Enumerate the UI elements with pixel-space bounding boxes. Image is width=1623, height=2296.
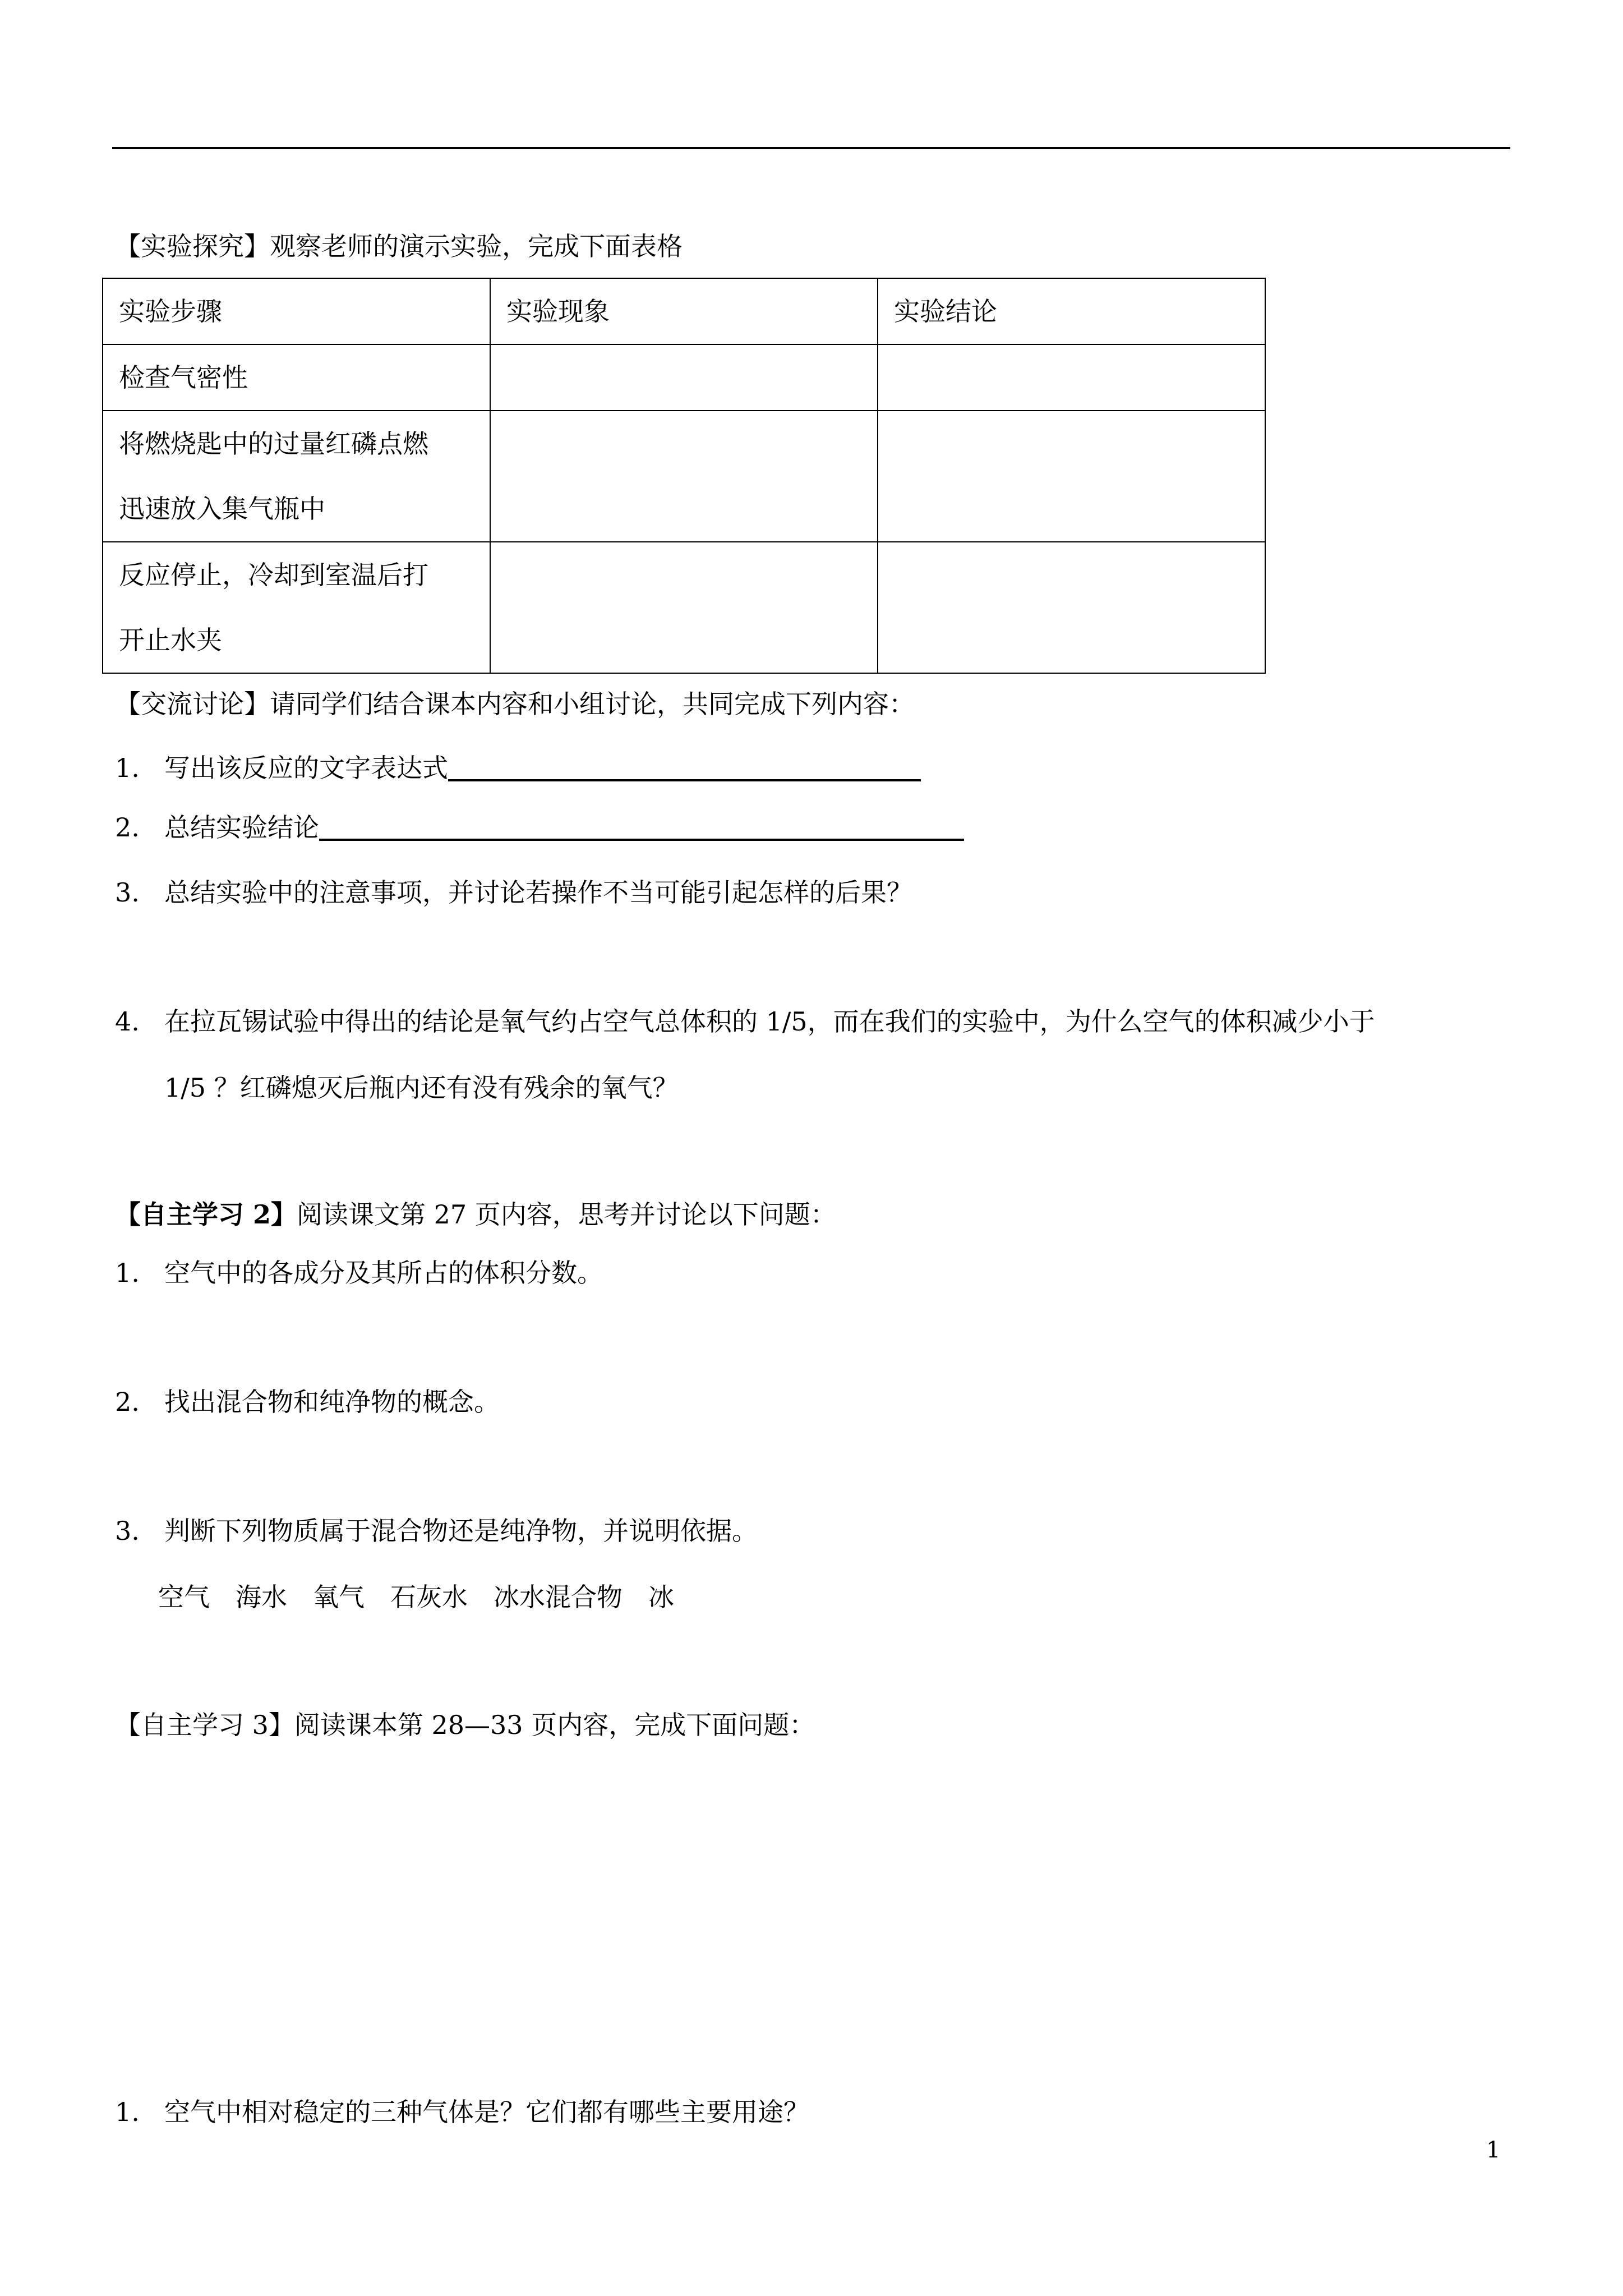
item-number: 3. — [115, 1516, 140, 1546]
table-cell-step — [103, 542, 490, 673]
item-text: 空气中相对稳定的三种气体是？它们都有哪些主要用途？ — [164, 2097, 809, 2127]
self-study-2-instruction: 阅读课文第 27 页内容，思考并讨论以下问题： — [297, 1199, 836, 1230]
table-cell-step: 检查气密性 — [103, 344, 490, 411]
item-number: 3. — [115, 877, 140, 908]
table-cell-phenomenon — [490, 542, 878, 673]
table-cell-step-line: 开止水夹 — [119, 625, 222, 655]
table-cell-step-line: 反应停止，冷却到室温后打 — [119, 560, 428, 590]
table-row — [103, 542, 1265, 673]
table-cell-step-line: 迅速放入集气瓶中 — [119, 494, 325, 524]
experiment-section-title: 【实验探究】观察老师的演示实验，完成下面表格 — [115, 231, 683, 261]
answer-blank-line — [448, 779, 921, 781]
table-row — [103, 344, 1265, 411]
table-cell-step-line: 将燃烧匙中的过量红磷点燃 — [119, 429, 428, 459]
self-study-3-title: 【自主学习 3】阅读课本第 28—33 页内容，完成下面问题： — [115, 1710, 815, 1740]
item-number: 2. — [115, 812, 140, 843]
table-cell-step — [103, 411, 490, 542]
item-text: 写出该反应的文字表达式 — [164, 753, 448, 783]
item-number: 2. — [115, 1387, 140, 1417]
item-number: 1. — [115, 2097, 140, 2127]
table-cell-phenomenon — [490, 411, 878, 542]
discussion-item-4-continued: 1/5 ？红磷熄灭后瓶内还有没有残余的氧气？ — [164, 1073, 679, 1103]
self-study-3-item-1 — [115, 2096, 809, 2128]
self-study-2-item-1 — [115, 1257, 603, 1289]
item-text: 找出混合物和纯净物的概念。 — [164, 1387, 500, 1417]
table-cell-conclusion — [878, 542, 1265, 673]
discussion-title: 【交流讨论】请同学们结合课本内容和小组讨论，共同完成下列内容： — [115, 689, 915, 719]
item-number: 1. — [115, 753, 140, 783]
discussion-item-2 — [115, 811, 964, 844]
table-cell-phenomenon — [490, 344, 878, 411]
item-number: 4. — [115, 1006, 140, 1037]
table-header-cell: 实验结论 — [878, 278, 1265, 344]
table-header-cell: 实验步骤 — [103, 278, 490, 344]
table-header-row — [103, 278, 1265, 344]
discussion-item-4 — [115, 1005, 1375, 1038]
discussion-item-1 — [115, 752, 921, 784]
table-header-cell: 实验现象 — [490, 278, 878, 344]
item-text: 总结实验中的注意事项，并讨论若操作不当可能引起怎样的后果？ — [164, 877, 912, 908]
substance-list: 空气 海水 氧气 石灰水 冰水混合物 冰 — [158, 1582, 674, 1612]
item-text: 总结实验结论 — [164, 812, 319, 843]
item-text: 判断下列物质属于混合物还是纯净物，并说明依据。 — [164, 1516, 758, 1546]
self-study-2-item-2 — [115, 1386, 500, 1418]
self-study-2-title — [115, 1198, 836, 1231]
item-number: 1. — [115, 1258, 140, 1288]
item-text: 空气中的各成分及其所占的体积分数。 — [164, 1258, 603, 1288]
table-row — [103, 411, 1265, 542]
experiment-table — [102, 278, 1266, 674]
page-number: 1 — [1486, 2137, 1501, 2163]
discussion-item-3 — [115, 876, 912, 909]
table-cell-conclusion — [878, 411, 1265, 542]
self-study-2-label: 【自主学习 2】 — [115, 1199, 297, 1230]
self-study-2-item-3 — [115, 1515, 758, 1547]
item-text: 在拉瓦锡试验中得出的结论是氧气约占空气总体积的 1/5，而在我们的实验中，为什么空气的体积减少小于 — [164, 1006, 1375, 1037]
header-rule — [112, 147, 1510, 149]
table-cell-conclusion — [878, 344, 1265, 411]
answer-blank-line — [319, 839, 964, 841]
